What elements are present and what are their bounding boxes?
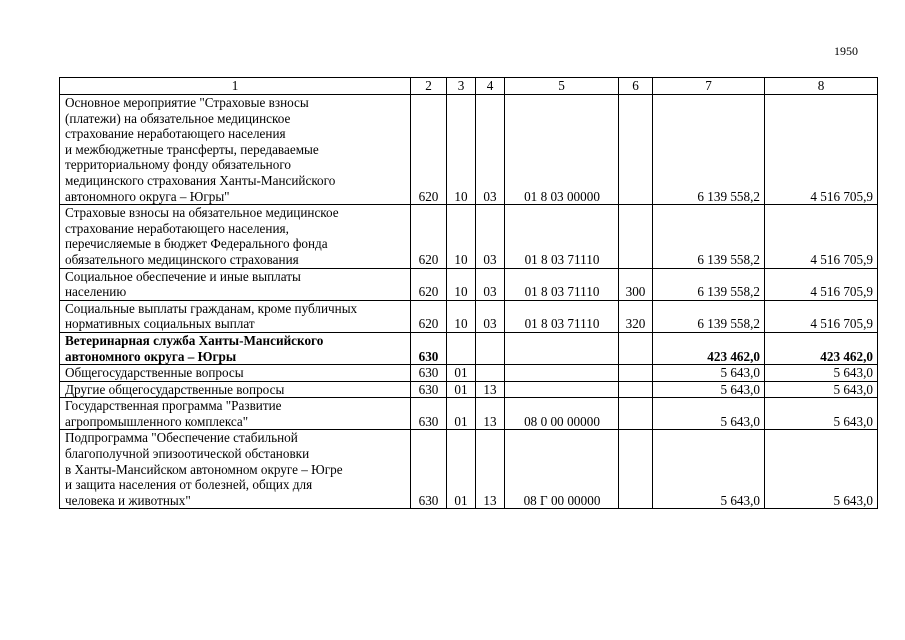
table-header-row [60, 78, 878, 95]
cell-col-7: 5 643,0 [653, 381, 765, 398]
header-cell: 3 [447, 78, 476, 95]
table-row [60, 268, 878, 300]
cell-col-8: 4 516 705,9 [765, 268, 878, 300]
row-label: Другие общегосударственные вопросы [60, 381, 411, 398]
table-row [60, 205, 878, 268]
cell-col-5: 01 8 03 71110 [505, 268, 619, 300]
cell-col-4: 03 [476, 205, 505, 268]
cell-col-3: 01 [447, 381, 476, 398]
cell-col-4: 13 [476, 381, 505, 398]
table-row [60, 332, 878, 364]
row-label: Ветеринарная служба Ханты-Мансийского автономного округа – Югры [60, 332, 411, 364]
cell-col-8: 5 643,0 [765, 381, 878, 398]
cell-col-3: 10 [447, 300, 476, 332]
row-label: Основное мероприятие "Страховые взносы (платежи) на обязательное медицинское страхование неработающего населения и межбюджетные трансферты, передаваемые территориальному фонду обязательного медицинского страхования Ханты-Мансийского автономного округа – Югры" [60, 95, 411, 205]
cell-col-5 [505, 381, 619, 398]
cell-col-8: 423 462,0 [765, 332, 878, 364]
cell-col-7: 6 139 558,2 [653, 95, 765, 205]
table-row [60, 398, 878, 430]
cell-col-4: 03 [476, 268, 505, 300]
cell-col-2: 630 [411, 365, 447, 382]
cell-col-3 [447, 332, 476, 364]
header-cell: 2 [411, 78, 447, 95]
header-cell: 8 [765, 78, 878, 95]
row-label: Государственная программа "Развитие агропромышленного комплекса" [60, 398, 411, 430]
cell-col-2: 630 [411, 398, 447, 430]
cell-col-2: 630 [411, 381, 447, 398]
row-label: Социальное обеспечение и иные выплаты населению [60, 268, 411, 300]
cell-col-7: 423 462,0 [653, 332, 765, 364]
table-row [60, 95, 878, 205]
cell-col-6 [619, 430, 653, 509]
cell-col-4: 03 [476, 300, 505, 332]
cell-col-6 [619, 95, 653, 205]
cell-col-5: 01 8 03 71110 [505, 300, 619, 332]
cell-col-4: 13 [476, 430, 505, 509]
cell-col-2: 620 [411, 300, 447, 332]
cell-col-3: 01 [447, 398, 476, 430]
cell-col-3: 10 [447, 268, 476, 300]
table-row [60, 381, 878, 398]
cell-col-3: 01 [447, 430, 476, 509]
cell-col-8: 4 516 705,9 [765, 205, 878, 268]
row-label: Общегосударственные вопросы [60, 365, 411, 382]
cell-col-6 [619, 381, 653, 398]
cell-col-8: 4 516 705,9 [765, 300, 878, 332]
budget-table [59, 77, 878, 509]
cell-col-7: 5 643,0 [653, 430, 765, 509]
row-label: Социальные выплаты гражданам, кроме публичных нормативных социальных выплат [60, 300, 411, 332]
cell-col-3: 01 [447, 365, 476, 382]
cell-col-6 [619, 365, 653, 382]
cell-col-7: 5 643,0 [653, 365, 765, 382]
table-row [60, 300, 878, 332]
cell-col-7: 6 139 558,2 [653, 205, 765, 268]
table-row [60, 430, 878, 509]
cell-col-2: 620 [411, 95, 447, 205]
row-label: Страховые взносы на обязательное медицинское страхование неработающего населения, перечисляемые в бюджет Федерального фонда обязательного медицинского страхования [60, 205, 411, 268]
cell-col-6 [619, 398, 653, 430]
cell-col-2: 620 [411, 205, 447, 268]
cell-col-4: 13 [476, 398, 505, 430]
cell-col-4 [476, 365, 505, 382]
cell-col-8: 4 516 705,9 [765, 95, 878, 205]
cell-col-2: 630 [411, 430, 447, 509]
cell-col-5: 01 8 03 71110 [505, 205, 619, 268]
cell-col-6: 320 [619, 300, 653, 332]
cell-col-8: 5 643,0 [765, 398, 878, 430]
cell-col-5: 01 8 03 00000 [505, 95, 619, 205]
header-cell: 4 [476, 78, 505, 95]
cell-col-4 [476, 332, 505, 364]
cell-col-3: 10 [447, 95, 476, 205]
table-row [60, 365, 878, 382]
cell-col-2: 620 [411, 268, 447, 300]
cell-col-5 [505, 365, 619, 382]
header-cell: 6 [619, 78, 653, 95]
cell-col-3: 10 [447, 205, 476, 268]
header-cell: 7 [653, 78, 765, 95]
cell-col-8: 5 643,0 [765, 430, 878, 509]
header-cell: 5 [505, 78, 619, 95]
cell-col-6 [619, 332, 653, 364]
cell-col-5 [505, 332, 619, 364]
page-number: 1950 [834, 44, 858, 58]
row-label: Подпрограмма "Обеспечение стабильной благополучной эпизоотической обстановки в Ханты-Мансийском автономном округе – Югре и защита населения от болезней, общих для человека и животных" [60, 430, 411, 509]
cell-col-2: 630 [411, 332, 447, 364]
cell-col-7: 6 139 558,2 [653, 300, 765, 332]
cell-col-8: 5 643,0 [765, 365, 878, 382]
cell-col-4: 03 [476, 95, 505, 205]
cell-col-6 [619, 205, 653, 268]
header-cell: 1 [60, 78, 411, 95]
cell-col-7: 6 139 558,2 [653, 268, 765, 300]
cell-col-7: 5 643,0 [653, 398, 765, 430]
cell-col-5: 08 0 00 00000 [505, 398, 619, 430]
cell-col-5: 08 Г 00 00000 [505, 430, 619, 509]
cell-col-6: 300 [619, 268, 653, 300]
